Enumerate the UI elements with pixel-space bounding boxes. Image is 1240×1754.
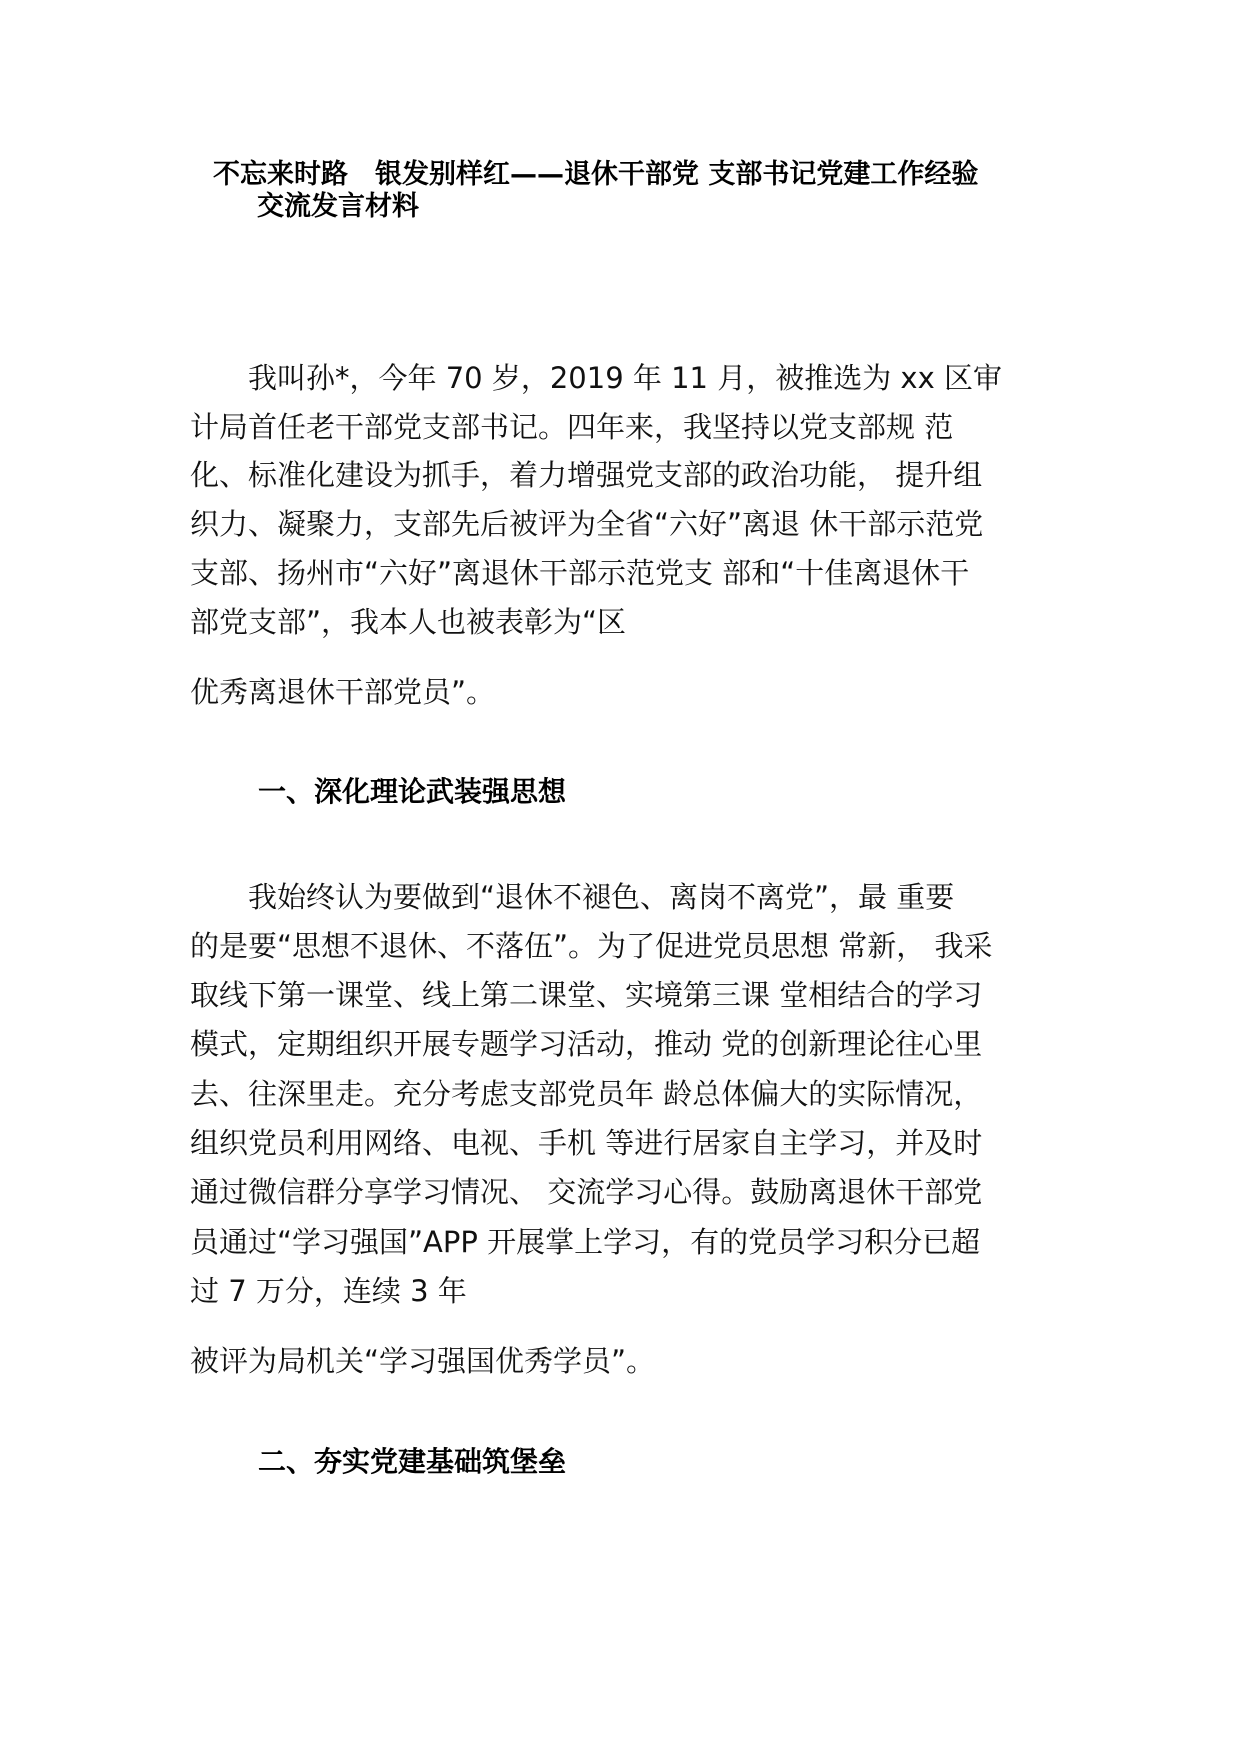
- paragraph-1-line: 织力、凝聚力，支部先后被评为全省“六好”离退 休干部示范党: [190, 507, 984, 541]
- paragraph-2-line: 过 7 万分，连续 3 年: [190, 1274, 467, 1308]
- document-title-line-2: 交流发言材料: [257, 191, 419, 222]
- paragraph-1-line: 我叫孙*，今年 70 岁，2019 年 11 月，被推选为 xx 区审: [190, 361, 1002, 395]
- paragraph-2-line: 模式，定期组织开展专题学习活动，推动 党的创新理论往心里: [190, 1027, 983, 1061]
- paragraph-2-line: 的是要“思想不退休、不落伍”。为了促进党员思想 常新， 我采: [190, 929, 993, 963]
- paragraph-2-line: 员通过“学习强国”APP 开展掌上学习，有的党员学习积分已超: [190, 1225, 981, 1259]
- paragraph-2-line: 取线下第一课堂、线上第二课堂、实境第三课 堂相结合的学习: [190, 978, 983, 1012]
- paragraph-2-line: 组织党员利用网络、电视、手机 等进行居家自主学习，并及时: [190, 1126, 983, 1160]
- paragraph-1-line: 计局首任老干部党支部书记。四年来，我坚持以党支部规 范: [190, 410, 954, 444]
- paragraph-1-line: 化、标准化建设为抓手，着力增强党支部的政治功能， 提升组: [190, 458, 983, 492]
- section-heading-2: 二、夯实党建基础筑堡垒: [258, 1445, 567, 1478]
- paragraph-1-line: 优秀离退休干部党员”。: [190, 675, 496, 709]
- paragraph-1-line: 部党支部”，我本人也被表彰为“区: [190, 605, 627, 639]
- section-heading-1: 一、深化理论武装强思想: [258, 775, 567, 808]
- paragraph-2-line: 被评为局机关“学习强国优秀学员”。: [190, 1344, 656, 1378]
- paragraph-2-line: 我始终认为要做到“退休不褪色、离岗不离党”，最 重要: [190, 880, 955, 914]
- document-title-line-1: 不忘来时路 银发别样红——退休干部党 支部书记党建工作经验: [213, 159, 979, 190]
- paragraph-1-line: 支部、扬州市“六好”离退休干部示范党支 部和“十佳离退休干: [190, 556, 970, 590]
- paragraph-2-line: 去、往深里走。充分考虑支部党员年 龄总体偏大的实际情况，: [190, 1077, 983, 1111]
- paragraph-2-line: 通过微信群分享学习情况、 交流学习心得。鼓励离退休干部党: [190, 1175, 983, 1209]
